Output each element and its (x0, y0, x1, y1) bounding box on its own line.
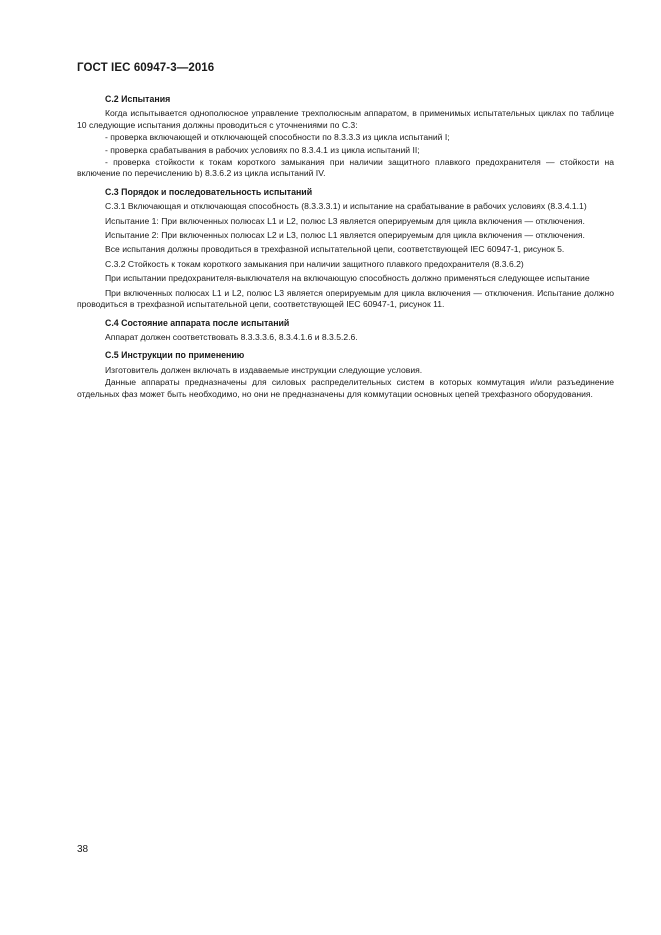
paragraph: Изготовитель должен включать в издаваемые инструкции следующие условия. (105, 364, 423, 375)
list-item: - проверка срабатывания в рабочих условиях по 8.3.4.1 из цикла испытаний II; (105, 144, 420, 155)
section-heading: С.5 Инструкции по применению (105, 350, 245, 361)
paragraph: При испытании предохранителя-выключателя на включающую способность должно применяться следующее испытание (105, 273, 590, 284)
paragraph: Данные аппараты предназначены для силовых распределительных систем в которых коммутация и/или разъединение отдельных фаз может быть необходимо, но они не предназначены для коммутации основных цепей трехфазного оборудования. (77, 377, 614, 399)
paragraph: Аппарат должен соответствовать 8.3.3.3.6, 8.3.4.1.6 и 8.3.5.2.6. (105, 331, 358, 342)
paragraph: Все испытания должны проводиться в трехфазной испытательной цепи, соответствующей IEC 60947-1, рисунок 5. (105, 244, 565, 255)
section-heading: С.4 Состояние аппарата после испытаний (105, 317, 290, 328)
section-c2 (77, 94, 614, 180)
section-c3 (77, 187, 614, 311)
paragraph: С.3.2 Стойкость к токам короткого замыкания при наличии защитного плавкого предохранителя (8.3.6.2) (105, 258, 524, 269)
section-c4 (77, 318, 614, 344)
section-heading: С.3 Порядок и последовательность испытаний (105, 186, 313, 197)
paragraph: Когда испытывается однополюсное управление трехполюсным аппаратом, в применимых испытательных циклах по таблице 10 следующие испытания должны проводиться с уточнениями по С.3: (77, 108, 614, 130)
running-header: ГОСТ IEC 60947-3—2016 (77, 62, 215, 74)
list-item: - проверка включающей и отключающей способности по 8.3.3.3 из цикла испытаний I; (105, 132, 450, 143)
section-heading: С.2 Испытания (105, 94, 171, 104)
section-c5 (77, 350, 614, 400)
page-number: 38 (77, 844, 89, 855)
paragraph: С.3.1 Включающая и отключающая способность (8.3.3.3.1) и испытание на срабатывание в рабочих условиях (8.3.4.1.1) (105, 201, 587, 212)
paragraph: При включенных полюсах L1 и L2, полюс L3 является оперируемым для цикла включения — отключения. Испытание должно проводиться в трехфазной испытательной цепи, соответствующей IEC 60947-1, рисунок 11. (77, 287, 614, 310)
paragraph: Испытание 2: При включенных полюсах L2 и L3, полюс L1 является оперируемым для цикла включения — отключения. (105, 230, 585, 241)
paragraph: Испытание 1: При включенных полюсах L1 и L2, полюс L3 является оперируемым для цикла включения — отключения. (105, 215, 585, 226)
list-item: - проверка стойкости к токам короткого замыкания при наличии защитного плавкого предохранителя — стойкости на включение по перечислению b) 8.3.6.2 из цикла испытаний IV. (77, 157, 614, 179)
document-body (77, 94, 614, 407)
